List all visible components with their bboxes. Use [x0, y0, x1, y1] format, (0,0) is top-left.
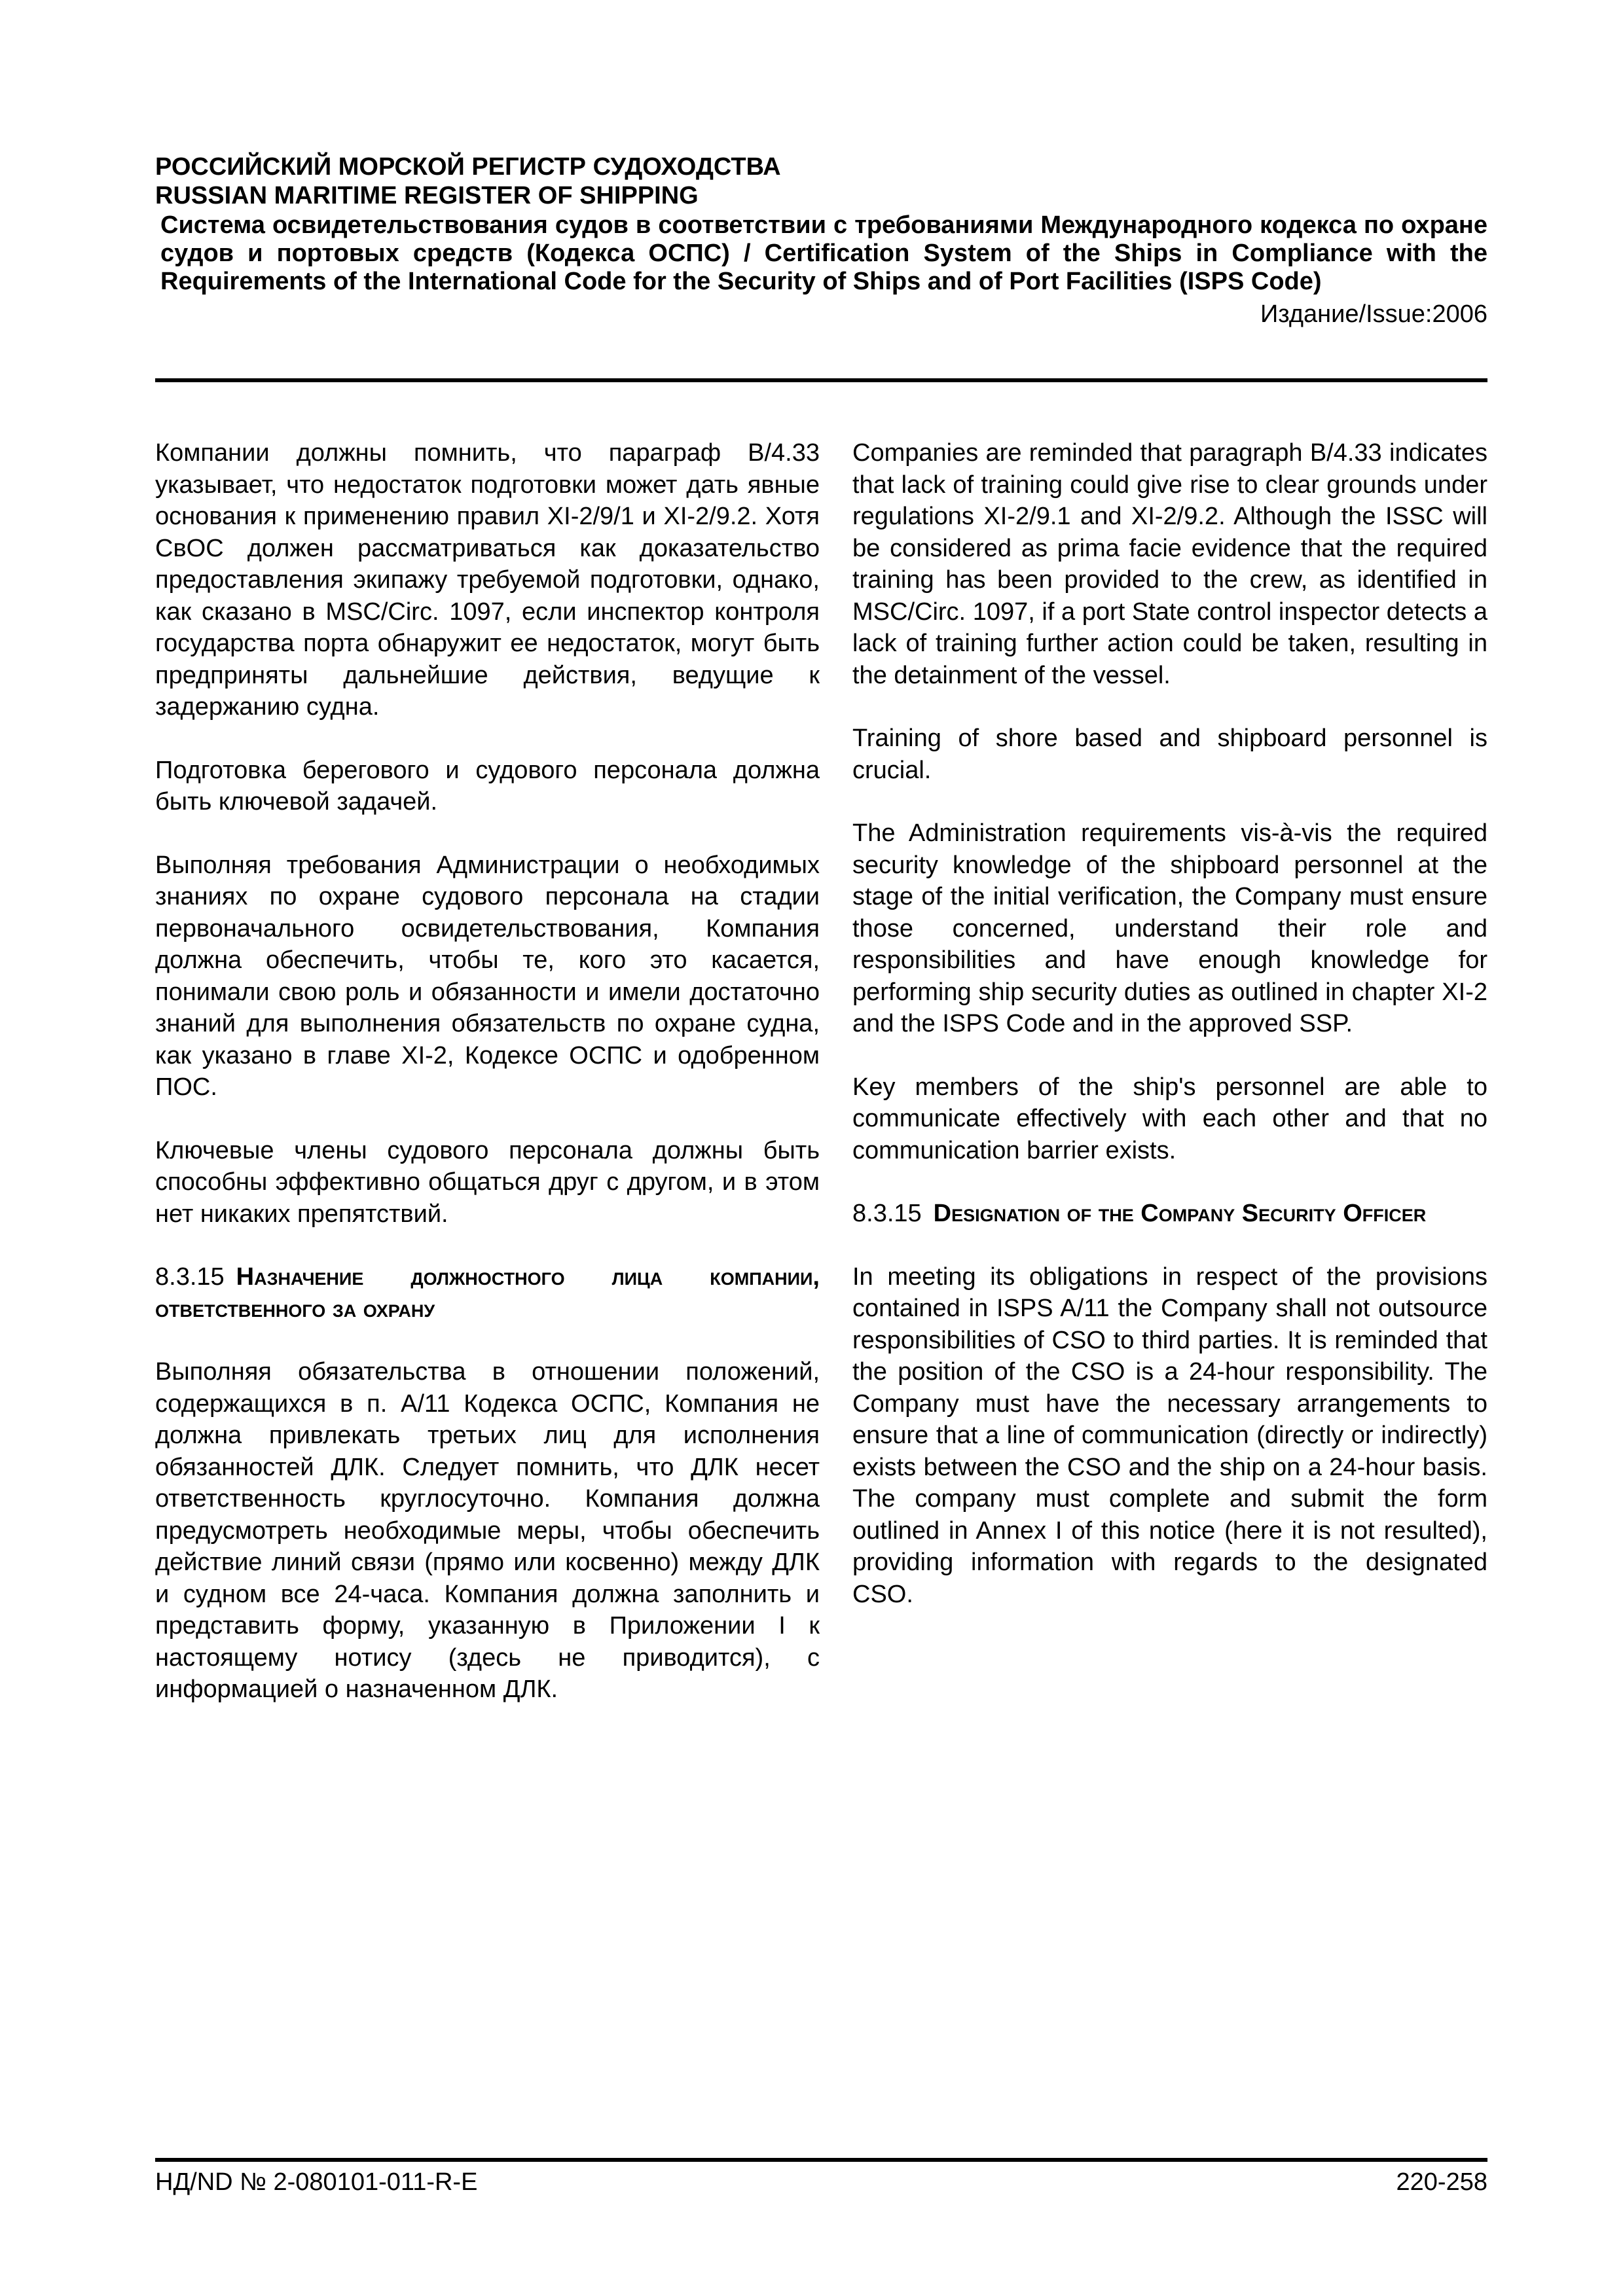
header-title-ru: РОССИЙСКИЙ МОРСКОЙ РЕГИСТР СУДОХОДСТВА: [155, 153, 781, 181]
header-title-en: RUSSIAN MARITIME REGISTER OF SHIPPING: [155, 182, 699, 209]
section-heading-en: [852, 1198, 1487, 1230]
document-number: НД/ND № 2-080101-011-R-E: [155, 2168, 478, 2196]
header-subtitle: Система освидетельствования судов в соответствии с требованиями Международного кодекса по охране судов и портовых средств (Кодекса ОСПС) / Certification System of the Ships in Compliance with the Requirements of the International Code for the Security of Ships and of Port Facilities (ISPS Code): [160, 211, 1487, 295]
column-english: [852, 437, 1487, 1641]
paragraph-ru-5: Выполняя обязательства в отношении положений, содержащихся в п. A/11 Кодекса ОСПС, Компания не должна привлекать третьих лиц для исполнения обязанностей ДЛК. Следует помнить, что ДЛК несет ответственность круглосуточно. Компания должна предусмотреть необходимые меры, чтобы обеспечить действие линий связи (прямо или косвенно) между ДЛК и судном все 24-часа. Компания должна заполнить и представить форму, указанную в Приложении I к настоящему нотису (здесь не приводится), с информацией о назначенном ДЛК.: [155, 1358, 820, 1703]
header-divider: [155, 378, 1487, 382]
paragraph-ru-3: Выполняя требования Администрации о необходимых знаниях по охране судового персонала на стадии первоначального освидетельствования, Компания должна обеспечить, чтобы те, кого это касается, понимали свою роль и обязанности и имели достаточно знаний для выполнения обязательств по охране судна, как указано в главе XI-2, Кодексе ОСПС и одобренном ПОС.: [155, 851, 820, 1101]
column-russian: [155, 437, 820, 1737]
page-header: [155, 152, 1487, 329]
paragraph-en-1: Companies are reminded that paragraph B/4.33 indicates that lack of training could give rise to clear grounds under regulations XI-2/9.1 and XI-2/9.2. Although the ISSC will be considered as prima facie evidence that the required training has been provided to the crew, as identified in MSC/Circ. 1097, if a port State control inspector detects a lack of training further action could be taken, resulting in the detainment of the vessel.: [852, 439, 1487, 689]
paragraph-en-3: The Administration requirements vis-à-vis the required security knowledge of the shipboard personnel at the stage of the initial verification, the Company must ensure those concerned, understand their role and responsibilities and have enough knowledge for performing ship security duties as outlined in chapter XI-2 and the ISPS Code and in the approved SSP.: [852, 819, 1487, 1037]
paragraph-ru-2: Подготовка берегового и судового персонала должна быть ключевой задачей.: [155, 756, 820, 816]
paragraph-ru-1: Компании должны помнить, что параграф B/4.33 указывает, что недостаток подготовки может дать явные основания к применению правил XI-2/9/1 и XI-2/9.2. Хотя СвОС должен рассматриваться как доказательство предоставления экипажу требуемой подготовки, однако, как сказано в MSC/Circ. 1097, если инспектор контроля государства порта обнаружит ее недостаток, могут быть предприняты дальнейшие действия, ведущие к задержанию судна.: [155, 439, 820, 721]
section-title-en: Designation of the Company Security Officer: [933, 1200, 1427, 1227]
page-footer: [155, 2168, 1487, 2197]
header-issue: Издание/Issue:2006: [1260, 300, 1487, 328]
section-title-ru: Назначение должностного лица компании, ответственного за охрану: [155, 1263, 820, 1323]
section-number-en: 8.3.15: [852, 1200, 922, 1227]
paragraph-ru-4: Ключевые члены судового персонала должны быть способны эффективно общаться друг с другом, и в этом нет никаких препятствий.: [155, 1136, 820, 1228]
page-number: 220-258: [1396, 2168, 1487, 2196]
section-heading-ru: [155, 1261, 820, 1325]
paragraph-en-2: Training of shore based and shipboard personnel is crucial.: [852, 725, 1487, 784]
footer-divider: [155, 2158, 1487, 2162]
paragraph-en-4: Key members of the ship's personnel are able to communicate effectively with each other and that no communication barrier exists.: [852, 1073, 1487, 1164]
section-number-ru: 8.3.15: [155, 1263, 225, 1291]
paragraph-en-5: In meeting its obligations in respect of the provisions contained in ISPS A/11 the Company shall not outsource responsibilities of CSO to third parties. It is reminded that the position of the CSO is a 24-hour responsibility. The Company must have the necessary arrangements to ensure that a line of communication (directly or indirectly) exists between the CSO and the ship on a 24-hour basis. The company must complete and submit the form outlined in Annex I of this notice (here it is not resulted), providing information with regards to the designated CSO.: [852, 1263, 1487, 1608]
